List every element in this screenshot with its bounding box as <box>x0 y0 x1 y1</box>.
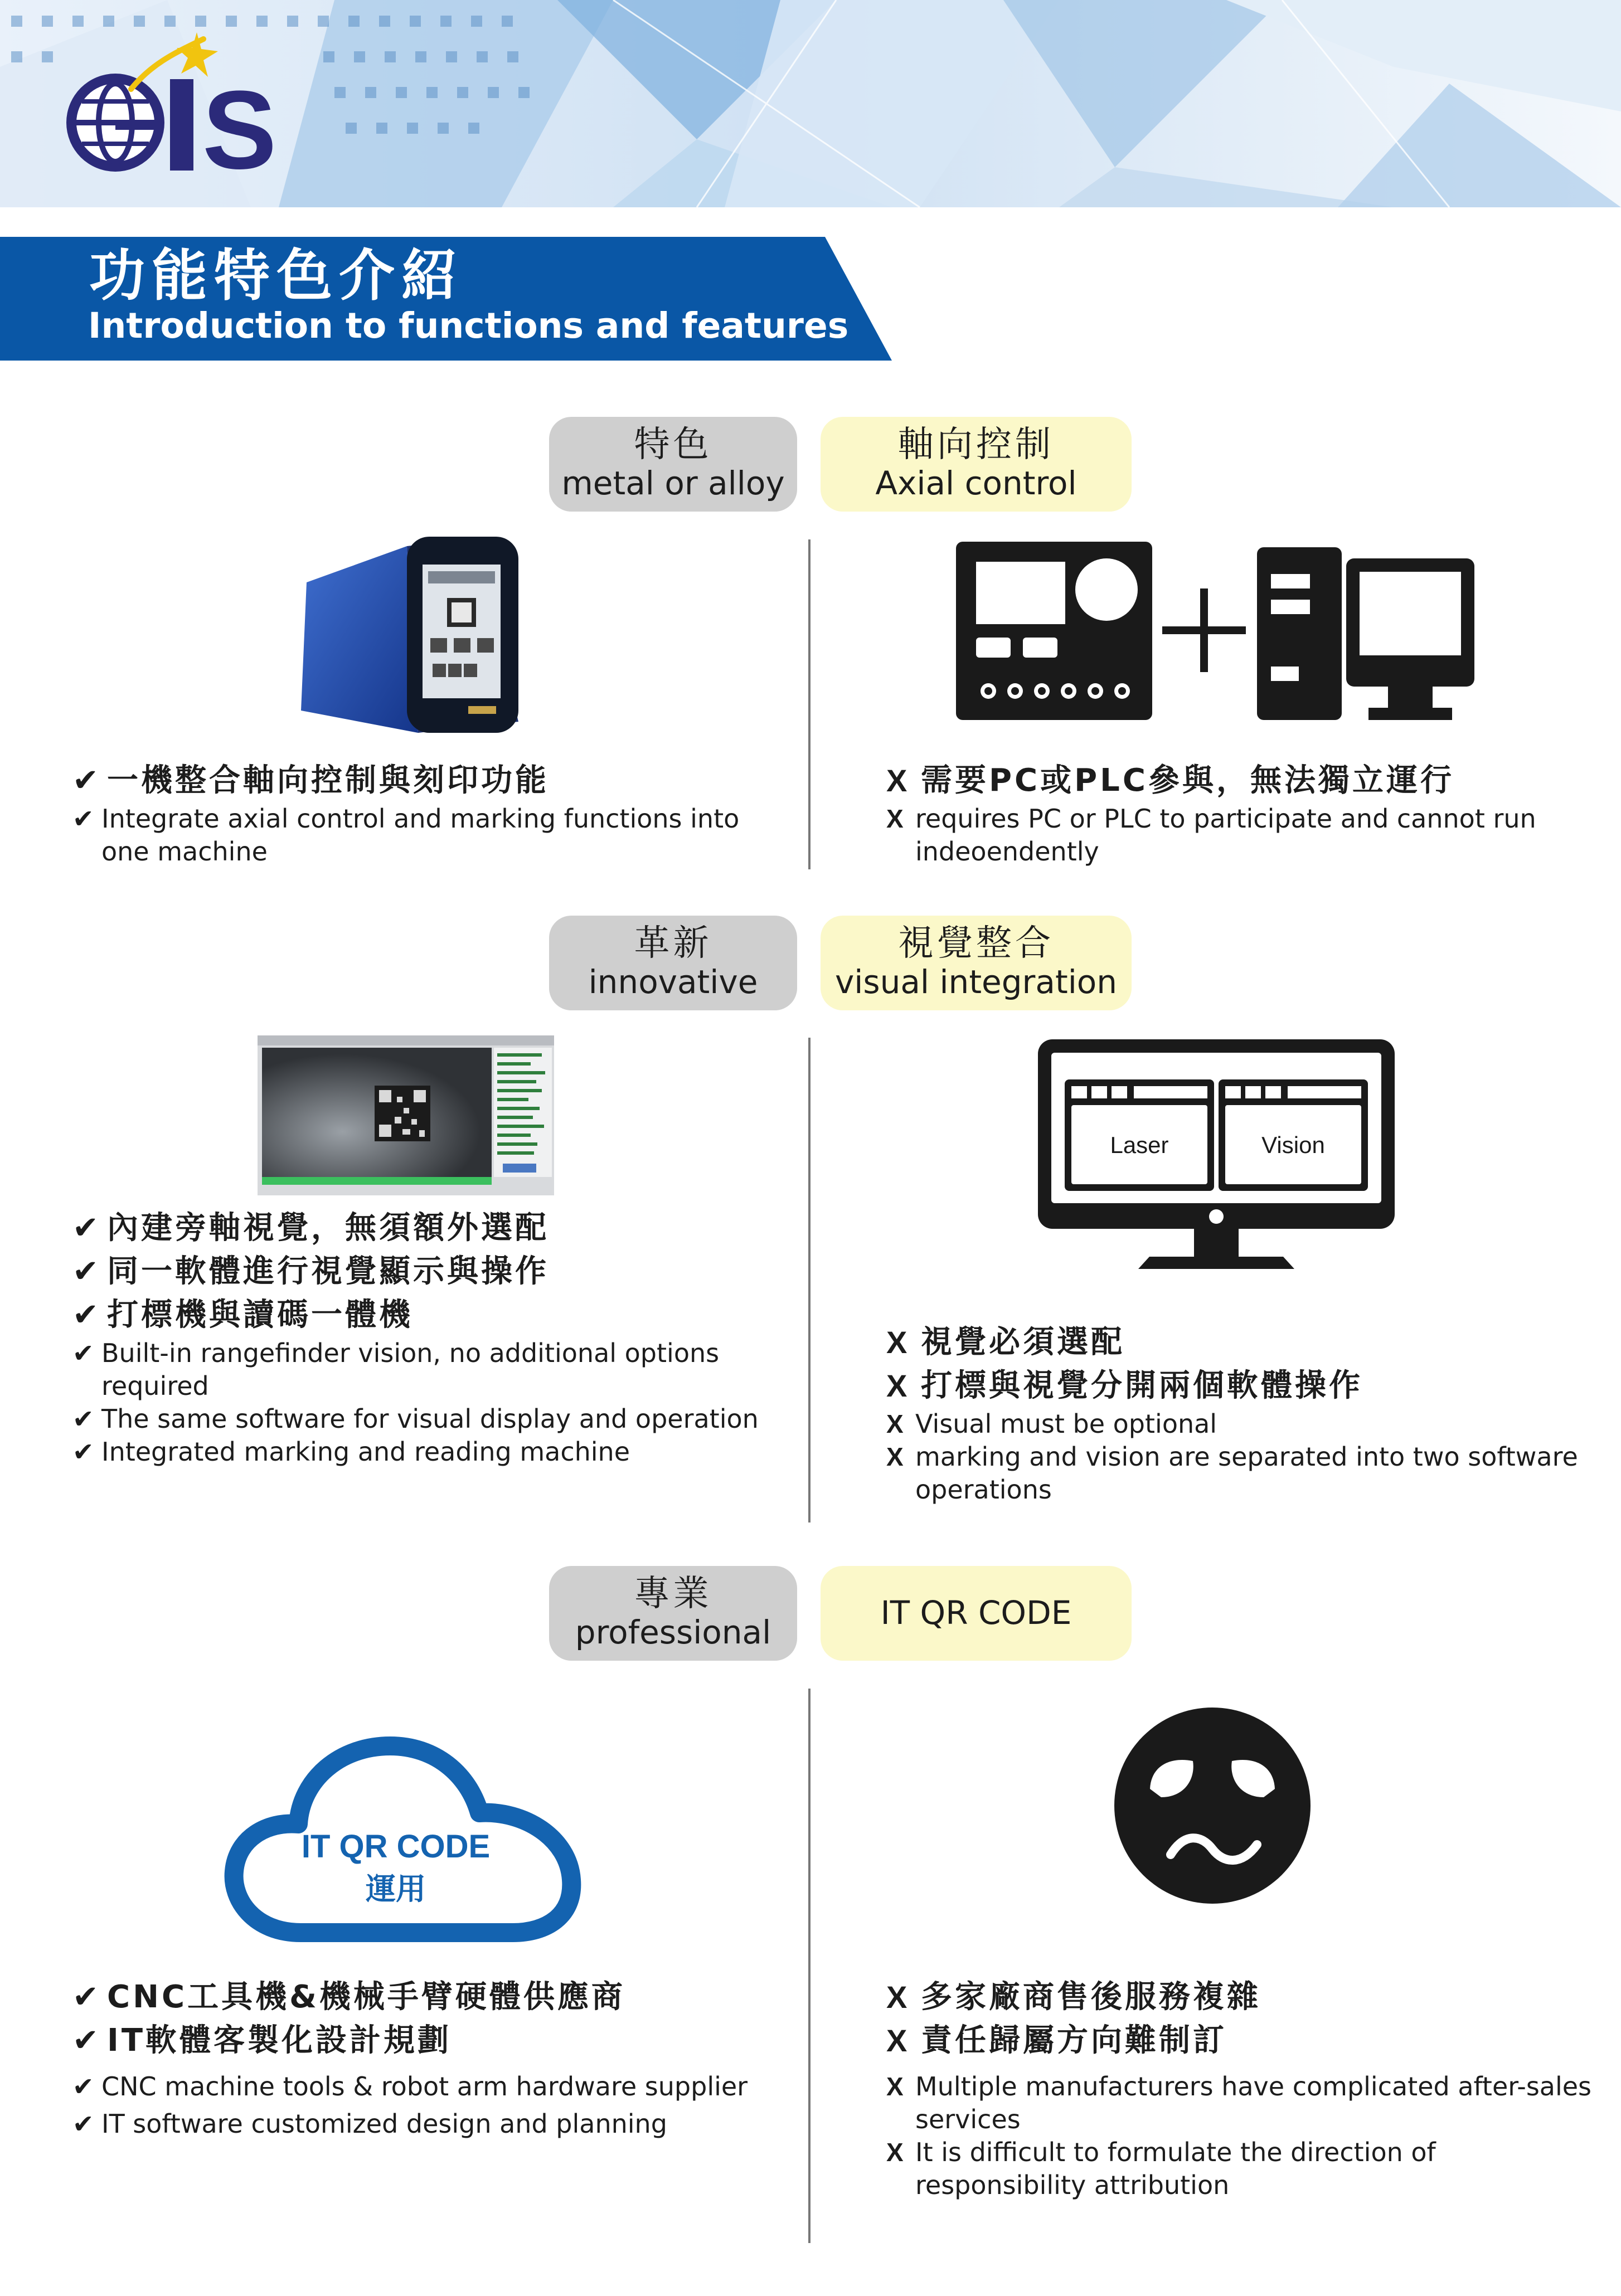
feature-item-zh: ✔ CNC工具機&機械手臂硬體供應商 <box>72 1976 792 2019</box>
x-icon: X <box>886 2072 904 2101</box>
pill-en: visual integration <box>834 963 1118 1001</box>
cloud-subtitle: 運用 <box>366 1871 426 1906</box>
banner-title-zh: 功能特色介紹 <box>89 243 464 308</box>
pill-zh: 特色 <box>634 424 712 465</box>
cloud-title: IT QR CODE <box>301 1828 491 1865</box>
pill-en: IT QR CODE <box>880 1594 1072 1632</box>
pill-en: professional <box>575 1613 771 1652</box>
check-icon: ✔ <box>72 1210 101 1246</box>
check-icon: ✔ <box>72 1253 101 1290</box>
feature-item-zh: ✔ 同一軟體進行視覺顯示與操作 <box>72 1250 792 1293</box>
x-icon: X <box>886 1409 904 1438</box>
check-icon: ✔ <box>72 1437 94 1467</box>
drawback-item-en: X It is difficult to formulate the direction of responsibility attribution <box>886 2137 1436 2200</box>
check-icon: ✔ <box>72 2109 94 2139</box>
section2-left-list <box>72 1207 792 1468</box>
section2-right-pill <box>821 916 1132 1010</box>
svg-text:S: S <box>202 68 277 184</box>
sad-face-icon <box>1112 1705 1313 1906</box>
feature-item-en: ✔ Built-in rangefinder vision, no additional options required <box>72 1338 720 1401</box>
drawback-item-zh: X 需要PC或PLC參與，無法獨立運行 <box>886 759 1605 802</box>
feature-item-en: ✔ The same software for visual display and operation <box>72 1403 792 1436</box>
gis-logo-art <box>53 28 321 184</box>
check-icon: ✔ <box>72 2022 101 2059</box>
section2-right-list <box>886 1321 1605 1506</box>
monitor-label-laser: Laser <box>1110 1132 1169 1158</box>
check-icon: ✔ <box>72 1404 94 1434</box>
feature-item-en: ✔ CNC machine tools & robot arm hardware supplier <box>72 2070 792 2103</box>
section3-right-list <box>886 1976 1605 2202</box>
cloud-icon <box>223 1732 585 1944</box>
check-icon: ✔ <box>72 762 101 799</box>
pill-en: innovative <box>588 963 758 1001</box>
feature-item-zh: ✔ 打標機與讀碼一體機 <box>72 1293 792 1337</box>
drawback-item-en: X Visual must be optional <box>886 1408 1605 1441</box>
check-icon: ✔ <box>72 1297 101 1333</box>
section2-divider <box>808 1038 810 1522</box>
section3-left-list <box>72 1976 792 2141</box>
section1-left-pill <box>549 417 797 512</box>
drawback-item-zh: X 打標與視覺分開兩個軟體操作 <box>886 1364 1605 1408</box>
drawback-item-zh: X 責任歸屬方向難制訂 <box>886 2019 1605 2062</box>
x-icon: X <box>886 2138 904 2167</box>
drawback-item-zh: X 視覺必須選配 <box>886 1321 1605 1364</box>
gis-logo <box>53 28 321 184</box>
pill-zh: 軸向控制 <box>898 424 1054 465</box>
feature-item-zh: ✔ 一機整合軸向控制與刻印功能 <box>72 759 792 802</box>
x-icon: X <box>886 2023 910 2058</box>
feature-item-en: ✔ Integrate axial control and marking functions into one machine <box>72 804 740 867</box>
feature-item-en: ✔ IT software customized design and planning <box>72 2108 792 2141</box>
feature-item-en: ✔ Integrated marking and reading machine <box>72 1436 792 1468</box>
section3-right-pill <box>821 1566 1132 1661</box>
x-icon: X <box>886 1325 910 1360</box>
drawback-item-zh: X 多家廠商售後服務複雜 <box>886 1976 1605 2019</box>
monitor-label-vision: Vision <box>1261 1132 1325 1158</box>
x-icon: X <box>886 1442 904 1471</box>
monitor-laser-vision-icon <box>1038 1039 1395 1273</box>
check-icon: ✔ <box>72 1979 101 2015</box>
x-icon: X <box>886 804 904 833</box>
software-screenshot-qr-icon <box>258 1035 554 1195</box>
x-icon: X <box>886 763 910 798</box>
marking-controller-device-icon <box>290 532 524 755</box>
section1-divider <box>808 539 810 869</box>
section1-right-list <box>886 759 1605 868</box>
check-icon: ✔ <box>72 804 94 834</box>
section3-divider <box>808 1689 810 2243</box>
pill-zh: 視覺整合 <box>898 923 1054 964</box>
check-icon: ✔ <box>72 2071 94 2102</box>
section1-right-pill <box>821 417 1132 512</box>
feature-item-zh: ✔ 內建旁軸視覺，無須額外選配 <box>72 1207 792 1250</box>
section2-left-pill <box>549 916 797 1010</box>
x-icon: X <box>886 1979 910 2015</box>
pill-en: Axial control <box>875 464 1077 503</box>
pill-zh: 革新 <box>634 923 712 964</box>
pill-en: metal or alloy <box>561 464 785 503</box>
section1-left-list <box>72 759 792 868</box>
drawback-item-en: X Multiple manufacturers have complicated after-sales services <box>886 2071 1592 2134</box>
check-icon: ✔ <box>72 1338 94 1368</box>
drawback-item-en: X marking and vision are separated into two software operations <box>886 1442 1578 1505</box>
pill-zh: 專業 <box>634 1573 712 1614</box>
controller-plus-pc-icon <box>956 542 1474 726</box>
banner-title-en: Introduction to functions and features <box>88 305 849 346</box>
feature-item-zh: ✔ IT軟體客製化設計規劃 <box>72 2019 792 2062</box>
drawback-item-en: X requires PC or PLC to participate and cannot run indeoendently <box>886 804 1536 867</box>
x-icon: X <box>886 1368 910 1403</box>
section3-left-pill <box>549 1566 797 1661</box>
